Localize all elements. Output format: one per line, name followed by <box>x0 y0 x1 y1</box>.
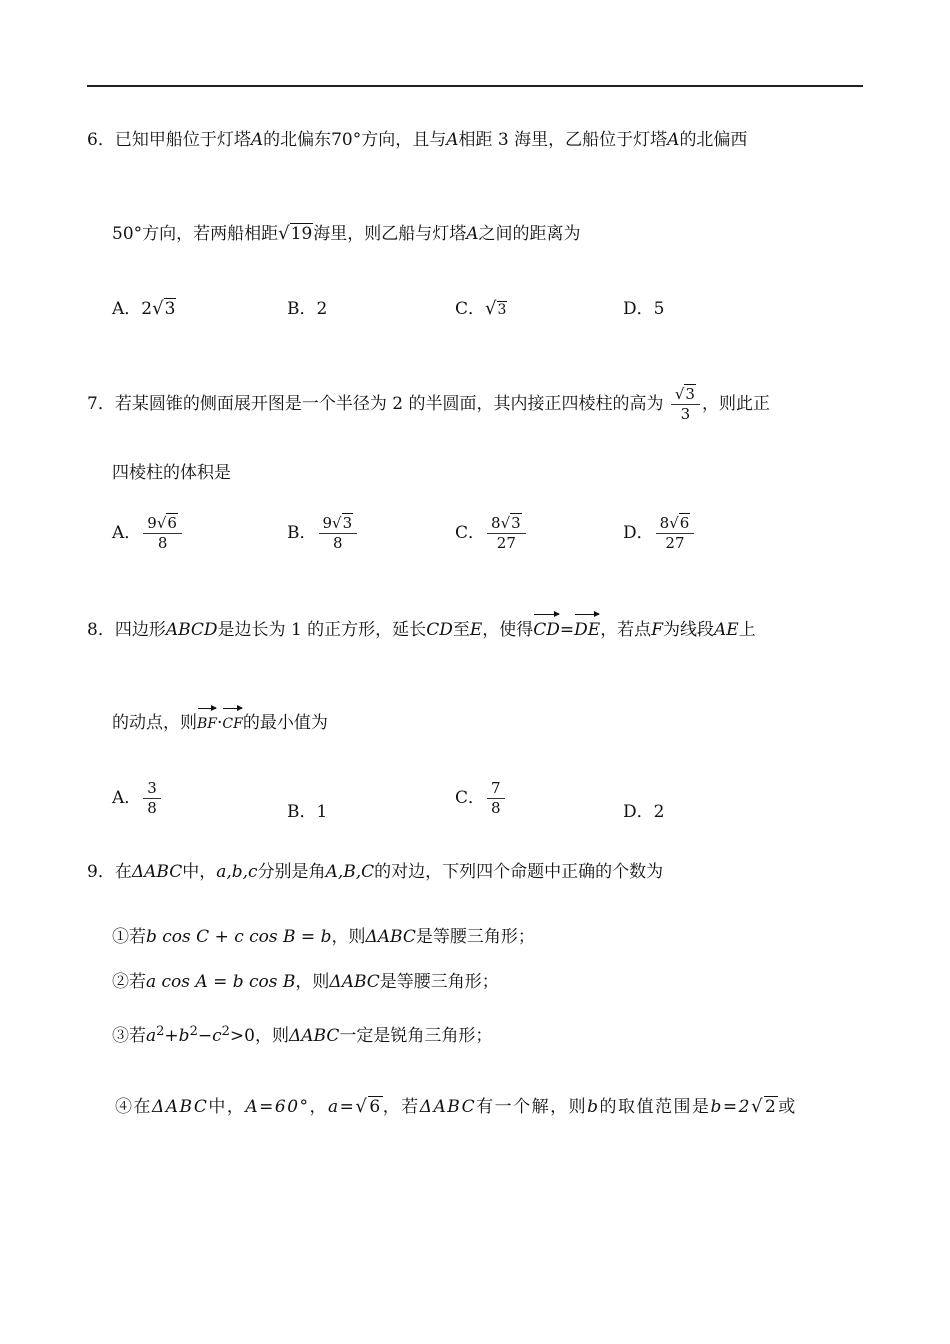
q7-option-c: C． $\frac{8√3}{27}$ <box>455 515 528 552</box>
q8-line-2: 的动点，则BF·CF的最小值为 <box>112 706 328 736</box>
q8-option-d: D．2 <box>623 802 665 822</box>
q8-line-1: 8．四边形ABCD是边长为 1 的正方形，延长CD至E，使得CD=DE，若点F为线段AE上 <box>87 612 756 642</box>
q8-option-b: B．1 <box>287 802 328 822</box>
q7-height-fraction: $\frac{√3}{3}$ <box>671 386 700 423</box>
q7-line-1: 7．若某圆锥的侧面展开图是一个半径为 2 的半圆面，其内接正四棱柱的高为 $\frac{√3}{3}$ ，则此正 <box>87 385 770 423</box>
q7-option-a: A． $\frac{9√6}{8}$ <box>112 515 184 552</box>
q6-line-2: 50°方向，若两船相距√19海里，则乙船与灯塔A之间的距离为 <box>112 223 581 244</box>
q9-statement-4: ④在ΔABC中，A=60°，a=√6，若ΔABC有一个解，则b的取值范围是b=2√2或 <box>115 1096 797 1117</box>
q6-option-d: D．5 <box>623 299 665 319</box>
header-rule <box>87 85 863 87</box>
q7-line-2: 四棱柱的体积是 <box>112 463 231 483</box>
q9-line-1: 9．在ΔABC中，a,b,c分别是角A,B,C的对边，下列四个命题中正确的个数为 <box>87 862 664 882</box>
q9-statement-3: ③若$a^2+b^2-c^2>0$，则ΔABC一定是锐角三角形； <box>112 1024 493 1046</box>
q9-statement-2: ②若a cos A = b cos B，则ΔABC是等腰三角形； <box>112 972 499 992</box>
q6-option-b: B．2 <box>287 299 328 319</box>
q7-option-d: D． $\frac{8√6}{27}$ <box>623 515 696 552</box>
q8-option-c: C． $\frac{7}{8}$ <box>455 780 507 817</box>
q8-option-a: A． $\frac{3}{8}$ <box>112 780 163 817</box>
q6-line-1: 6．已知甲船位于灯塔A的北偏东70°方向，且与A相距 3 海里，乙船位于灯塔A的北偏西 <box>87 130 748 150</box>
q6-option-c: C．√3 <box>455 298 507 319</box>
q9-statement-1: ①若b cos C + c cos B = b，则ΔABC是等腰三角形； <box>112 927 535 947</box>
q6-option-a: A．2√3 <box>112 298 176 319</box>
q7-option-b: B． $\frac{9√3}{8}$ <box>287 515 359 552</box>
